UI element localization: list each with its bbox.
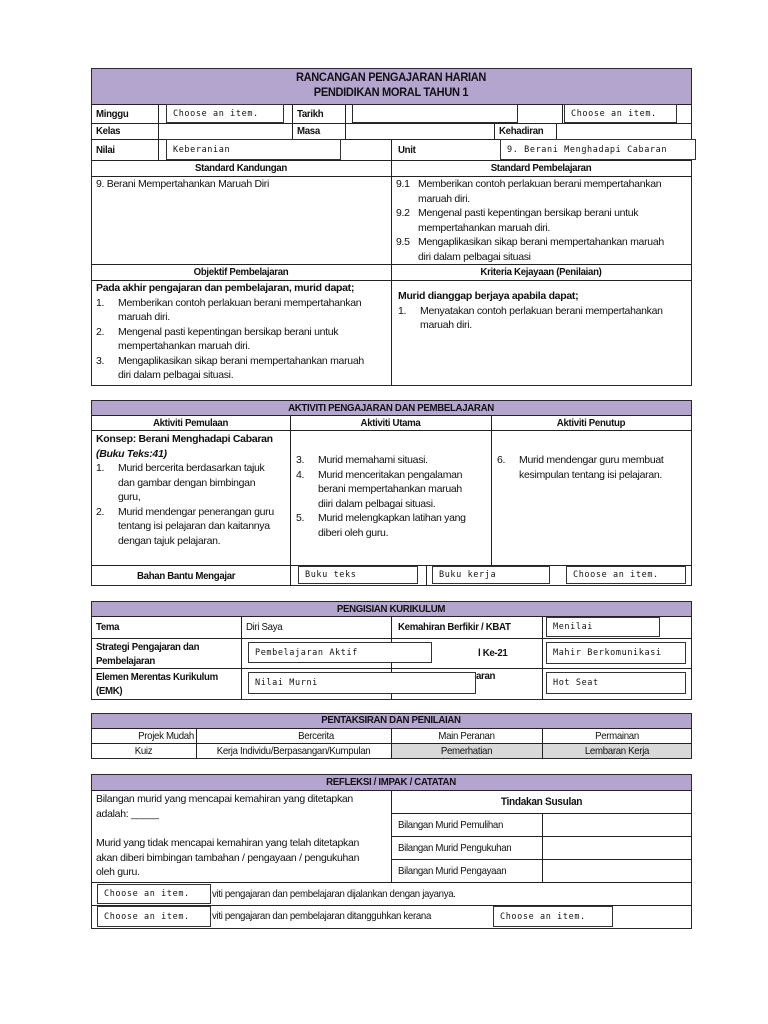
bbm-value-3: Choose an item. <box>573 570 659 580</box>
unit-label: Unit <box>398 144 416 156</box>
kriteria-header: Kriteria Kejayaan (Penilaian) <box>480 266 602 278</box>
ditangguhkan-reason-select[interactable] <box>493 906 613 927</box>
sp-item-1-cont: maruah diri. <box>418 192 470 205</box>
abad-value: Mahir Berkomunikasi <box>553 648 662 658</box>
masa-label: Masa <box>297 125 320 137</box>
tema-value: Diri Saya <box>246 621 283 633</box>
sp-item-2-cont: mempertahankan maruah diri. <box>418 221 550 234</box>
aktiviti-title: AKTIVITI PENGAJARAN DAN PEMBELAJARAN <box>288 402 494 414</box>
refleksi-para-2 <box>96 836 386 880</box>
refleksi-status-value-2: Choose an item. <box>104 911 190 922</box>
strategi-value: Pembelajaran Aktif <box>255 647 358 658</box>
tarikh-day-select[interactable] <box>564 104 677 123</box>
utama-item-4-l3: diiri dalam pelbagai situasi. <box>318 497 436 510</box>
tarikh-day-value: Choose an item. <box>571 108 657 119</box>
kriteria-item-1-cont: maruah diri. <box>420 319 472 331</box>
emk-value: Nilai Murni <box>255 678 318 688</box>
strategi-select[interactable] <box>248 642 432 663</box>
utama-item-5: 5. Murid melengkapkan latihan yang <box>296 512 466 524</box>
pentaksiran-permainan[interactable]: Permainan <box>595 730 639 742</box>
pemulaan-content <box>96 432 286 548</box>
utama-item-3: 3. Murid memahami situasi. <box>296 454 428 466</box>
abad-label: l Ke-21 <box>478 647 508 659</box>
bbm-value-2: Buku kerja <box>439 570 497 580</box>
refleksi-status-value-1: Choose an item. <box>104 889 190 899</box>
buku-teks-ref: (Buku Teks:41) <box>96 447 167 460</box>
refleksi-para-1 <box>96 792 386 821</box>
murid-pengayaan-label: Bilangan Murid Pengayaan <box>398 865 507 877</box>
emk-label-1: Elemen Merentas Kurikulum <box>96 671 218 683</box>
standard-kandungan-text: 9. Berani Mempertahankan Maruah Diri <box>96 178 270 190</box>
obj-item-3-cont: diri dalam pelbagai situasi. <box>118 369 234 381</box>
refleksi-status-select-2[interactable] <box>97 906 211 927</box>
utama-item-5-l2: diberi oleh guru. <box>318 526 389 539</box>
utama-item-4-l2: berani mempertahankan maruah <box>318 483 462 495</box>
pentaksiran-title: PENTAKSIRAN DAN PENILAIAN <box>321 714 461 726</box>
obj-item-1: 1. Memberikan contoh perlakuan berani mempertahankan <box>96 296 362 309</box>
ar-select[interactable] <box>546 672 686 694</box>
kriteria-intro: Murid dianggap berjaya apabila dapat; <box>398 290 579 302</box>
pemulaan-item-2-l3: dengan tajuk pelajaran. <box>118 534 221 547</box>
utama-content <box>296 453 486 540</box>
kbat-label: Kemahiran Berfikir / KBAT <box>398 621 511 633</box>
nilai-label: Nilai <box>96 144 115 156</box>
pentaksiran-bercerita[interactable]: Bercerita <box>298 730 334 742</box>
obj-item-3: 3. Mengaplikasikan sikap berani mempertahankan maruah <box>96 354 364 367</box>
standard-pembelajaran-list <box>396 177 688 264</box>
nilai-select[interactable] <box>166 139 341 160</box>
refleksi-status-select-1[interactable] <box>97 884 211 904</box>
sp-item-1: 9.1 Memberikan contoh perlakuan berani mempertahankan <box>396 178 662 190</box>
pengayaan-count-input[interactable] <box>543 860 691 882</box>
kelas-label: Kelas <box>96 125 121 137</box>
pentaksiran-main-peranan[interactable]: Main Peranan <box>438 730 495 742</box>
emk-select[interactable] <box>248 672 476 694</box>
jayanya-text: viti pengajaran dan pembelajaran dijalankan dengan jayanya. <box>212 888 456 900</box>
page-title: RANCANGAN PENGAJARAN HARIAN <box>295 70 487 84</box>
kurikulum-title: PENGISIAN KURIKULUM <box>336 603 446 615</box>
penutup-item-6: 6. Murid mendengar guru membuat <box>497 454 664 466</box>
bbm-value-1: Buku teks <box>305 570 357 580</box>
refleksi-para-2-l2: akan diberi bimbingan tambahan / pengayaan / pengukuhan <box>96 851 360 864</box>
abad-select[interactable] <box>546 642 686 664</box>
pemulaan-item-2-l2: tentang isi pelajaran dan kaitannya <box>118 520 270 532</box>
minggu-label: Minggu <box>96 108 129 120</box>
minggu-value: Choose an item. <box>173 108 259 119</box>
pemulaan-item-2: 2. Murid mendengar penerangan guru <box>96 505 274 518</box>
pentaksiran-kerja-individu[interactable]: Kerja Individu/Berpasangan/Kumpulan <box>216 745 371 757</box>
pentaksiran-projek-mudah[interactable]: Projek Mudah <box>138 730 194 742</box>
pemulaan-item-1-l3: guru, <box>118 491 141 503</box>
utama-header: Aktiviti Utama <box>360 417 421 429</box>
ar-value: Hot Seat <box>553 678 599 688</box>
pemulihan-count-input[interactable] <box>543 814 691 836</box>
murid-pemulihan-label: Bilangan Murid Pemulihan <box>398 819 504 831</box>
sp-item-2: 9.2 Mengenal pasti kepentingan bersikap berani untuk <box>396 207 639 219</box>
tindakan-susulan-header: Tindakan Susulan <box>500 796 583 808</box>
obj-item-2-cont: mempertahankan maruah diri. <box>118 340 250 352</box>
ditangguhkan-reason-value: Choose an item. <box>500 911 586 922</box>
ditangguhkan-text: viti pengajaran dan pembelajaran ditangguhkan kerana <box>212 910 432 922</box>
bbm-select-1[interactable] <box>298 566 418 584</box>
ar-label: aran <box>476 670 496 682</box>
pentaksiran-pemerhatian[interactable]: Pemerhatian <box>440 745 493 757</box>
nilai-value: Keberanian <box>173 144 231 155</box>
bbm-select-3[interactable] <box>566 566 686 584</box>
refleksi-para-1-l2: adalah: _____ <box>96 807 159 820</box>
pemulaan-item-1: 1. Murid bercerita berdasarkan tajuk <box>96 462 265 474</box>
strategi-label-2: Pembelajaran <box>96 655 155 667</box>
sp-item-3-cont: diri dalam pelbagai situasi <box>418 250 531 263</box>
pemulaan-header: Aktiviti Pemulaan <box>152 417 229 429</box>
obj-item-2: 2. Mengenal pasti kepentingan bersikap berani untuk <box>96 325 339 338</box>
kriteria-item-1: 1. Menyatakan contoh perlakuan berani mempertahankan <box>398 304 663 317</box>
refleksi-para-2-l1: Murid yang tidak mencapai kemahiran yang telah ditetapkan <box>96 837 360 849</box>
minggu-select[interactable] <box>166 104 284 123</box>
murid-pengukuhan-label: Bilangan Murid Pengukuhan <box>398 842 512 854</box>
standard-pembelajaran-header: Standard Pembelajaran <box>490 162 592 174</box>
sp-item-3: 9.5 Mengaplikasikan sikap berani mempertahankan maruah <box>396 236 664 248</box>
penutup-header: Aktiviti Penutup <box>556 417 626 429</box>
objektif-list <box>96 281 388 383</box>
penutup-item-6-l2: kesimpulan tentang isi pelajaran. <box>519 468 663 481</box>
strategi-label-1: Strategi Pengajaran dan <box>96 641 200 653</box>
refleksi-para-1-l1: Bilangan murid yang mencapai kemahiran yang ditetapkan <box>96 793 353 805</box>
kbat-select[interactable] <box>546 617 660 637</box>
bbm-label: Bahan Bantu Mengajar <box>137 570 236 582</box>
tema-label: Tema <box>96 621 120 633</box>
pentaksiran-lembaran-kerja[interactable]: Lembaran Kerja <box>584 745 650 757</box>
penutup-content <box>497 453 687 482</box>
pengukuhan-count-input[interactable] <box>543 837 691 859</box>
bbm-select-2[interactable] <box>432 566 550 584</box>
kbat-value: Menilai <box>553 622 594 632</box>
unit-value: 9. Berani Menghadapi Cabaran <box>507 144 668 155</box>
kriteria-list <box>398 289 688 333</box>
tarikh-label: Tarikh <box>297 108 324 120</box>
pentaksiran-kuiz[interactable]: Kuiz <box>134 745 153 757</box>
konsep-text: Konsep: Berani Menghadapi Cabaran <box>96 433 273 445</box>
tarikh-input[interactable] <box>352 104 518 123</box>
utama-item-4: 4. Murid menceritakan pengalaman <box>296 468 463 481</box>
obj-item-1-cont: maruah diri. <box>118 311 170 323</box>
unit-select[interactable] <box>500 139 696 160</box>
page-subtitle: PENDIDIKAN MORAL TAHUN 1 <box>313 85 469 99</box>
pemulaan-item-1-l2: dan gambar dengan bimbingan <box>118 476 256 489</box>
standard-kandungan-header: Standard Kandungan <box>195 162 287 174</box>
refleksi-para-2-l3: oleh guru. <box>96 866 140 878</box>
objektif-intro: Pada akhir pengajaran dan pembelajaran, murid dapat; <box>96 282 355 294</box>
kehadiran-label: Kehadiran <box>499 125 544 137</box>
objektif-header: Objektif Pembelajaran <box>193 266 289 278</box>
emk-label-2: (EMK) <box>96 685 123 697</box>
refleksi-title: REFLEKSI / IMPAK / CATATAN <box>326 776 456 788</box>
